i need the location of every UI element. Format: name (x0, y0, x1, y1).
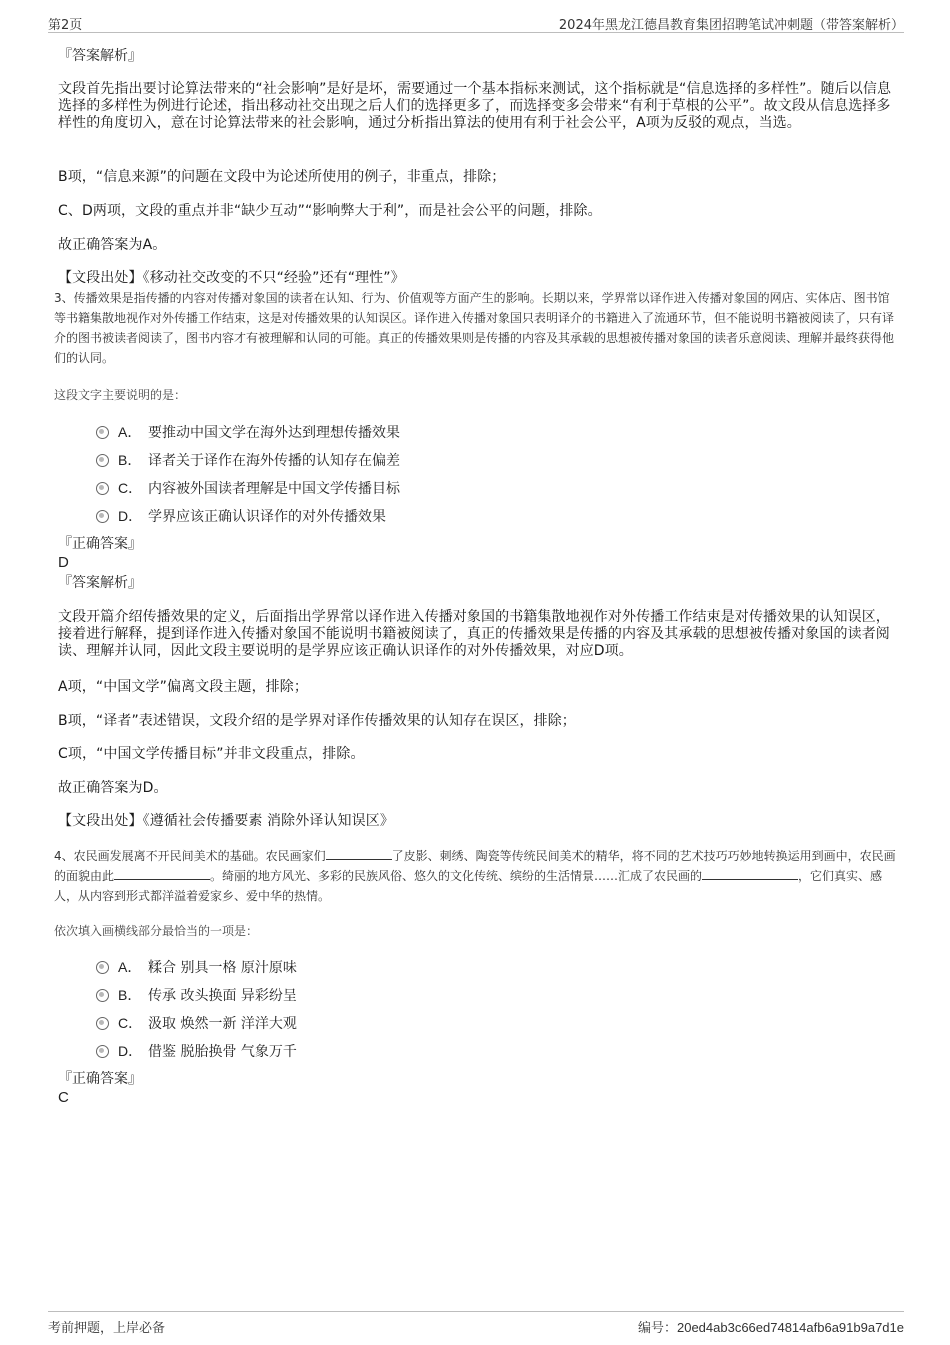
q4-answer: C (58, 1089, 69, 1106)
radio-icon[interactable] (96, 510, 109, 523)
q2-analysis-paragraph-4: 故正确答案为A。 (58, 237, 167, 253)
option-letter: C． (118, 1015, 143, 1031)
option-text: 借鉴 脱胎换骨 气象万千 (148, 1044, 297, 1060)
document-title: 2024年黑龙江德昌教育集团招聘笔试冲刺题（带答案解析） (558, 18, 904, 33)
option-text: 糅合 别具一格 原汁原味 (148, 960, 297, 976)
q4-text-part-1: 4、农民画发展离不开民间美术的基础。农民画家们 (54, 849, 326, 863)
q2-analysis-paragraph-3: C、D两项，文段的重点并非“缺少互动”“影响弊大于利”，而是社会公平的问题，排除。 (58, 203, 602, 219)
option-letter: B． (118, 452, 142, 468)
blank-line-3 (702, 867, 798, 880)
blank-line-2 (114, 867, 210, 880)
q3-analysis-label: 『答案解析』 (58, 575, 142, 591)
option-text: 汲取 焕然一新 洋洋大观 (148, 1016, 297, 1032)
radio-icon[interactable] (96, 989, 109, 1002)
option-letter: A． (118, 959, 142, 975)
q4-question-text (54, 846, 896, 906)
page-footer (48, 1311, 904, 1338)
q2-analysis-paragraph-1: 文段首先指出要讨论算法带来的“社会影响”是好是坏，需要通过一个基本指标来测试，这个指标就是“信息选择的多样性”。随后以信息选择的多样性为例进行论述，指出移动社交出现之后人们的选择更多了，而选择变多会带来“有利于草根的公平”。故文段从信息选择多样性的角度切入，意在讨论算法带来的社会影响，通过分析指出算法的使用有利于社会公平，A项为反驳的观点，当选。 (58, 81, 892, 131)
option-text: 要推动中国文学在海外达到理想传播效果 (148, 425, 400, 441)
q4-text-part-4: ，它们真实、感人，从内容到形式都洋溢着爱家乡、爱中华的热情。 (54, 869, 883, 903)
radio-icon[interactable] (96, 961, 109, 974)
option-letter: C． (118, 480, 143, 496)
option-text: 译者关于译作在海外传播的认知存在偏差 (148, 453, 400, 469)
option-text: 内容被外国读者理解是中国文学传播目标 (148, 481, 400, 497)
radio-icon[interactable] (96, 482, 109, 495)
blank-line-1 (326, 847, 392, 860)
page-number: 第2页 (48, 18, 83, 33)
q4-answer-label: 『正确答案』 (58, 1071, 142, 1087)
q3-analysis-paragraph-4: C项，“中国文学传播目标”并非文段重点，排除。 (58, 746, 365, 762)
document-id-value: 20ed4ab3c66ed74814afb6a91b9a7d1e (676, 1320, 904, 1335)
option-letter: D． (118, 508, 143, 524)
option-letter: B． (118, 987, 142, 1003)
q3-answer: D (58, 554, 69, 571)
q4-text-part-3: 。绮丽的地方风光、多彩的民族风俗、悠久的文化传统、缤纷的生活情景……汇成了农民画的 (210, 869, 703, 883)
q4-text-part-2: 了皮影、刺绣、陶瓷等传统民间美术的精华，将不同的艺术技巧巧妙地转换运用到画中，农民画的面貌由此 (54, 849, 896, 883)
option-text: 学界应该正确认识译作的对外传播效果 (148, 509, 386, 525)
radio-icon[interactable] (96, 1045, 109, 1058)
q3-analysis-paragraph-3: B项，“译者”表述错误，文段介绍的是学界对译作传播效果的认知存在误区，排除； (58, 713, 576, 729)
option-letter: D． (118, 1043, 143, 1059)
q2-source: 【文段出处】《移动社交改变的不只“经验”还有“理性”》 (58, 270, 405, 286)
option-letter: A． (118, 424, 142, 440)
q3-analysis-paragraph-2: A项，“中国文学”偏离文段主题，排除； (58, 679, 308, 695)
q3-source: 【文段出处】《遵循社会传播要素 消除外译认知误区》 (58, 813, 394, 829)
footer-slogan: 考前押题，上岸必备 (48, 1321, 166, 1336)
q3-answer-label: 『正确答案』 (58, 536, 142, 552)
radio-icon[interactable] (96, 454, 109, 467)
q4-prompt: 依次填入画横线部分最恰当的一项是： (54, 924, 259, 938)
option-text: 传承 改头换面 异彩纷呈 (148, 988, 297, 1004)
radio-icon[interactable] (96, 426, 109, 439)
q3-analysis-paragraph-5: 故正确答案为D。 (58, 780, 168, 796)
q3-analysis-paragraph-1: 文段开篇介绍传播效果的定义，后面指出学界常以译作进入传播对象国的书籍集散地视作对外传播工作结束是对传播效果的认知误区，接着进行解释，提到译作进入传播对象国不能说明书籍被阅读了，真正的传播效果是传播的内容及其承载的思想被传播对象国的读者阅读、理解并认同，因此文段主要说明的是学界应该正确认识译作的对外传播效果，对应D项。 (58, 609, 890, 659)
q2-analysis-paragraph-2: B项，“信息来源”的问题在文段中为论述所使用的例子，非重点，排除； (58, 169, 506, 185)
document-id (638, 1317, 904, 1336)
document-id-label: 编号： (637, 1321, 677, 1336)
q3-prompt: 这段文字主要说明的是： (54, 388, 187, 402)
q2-analysis-label: 『答案解析』 (58, 48, 142, 64)
q3-question-text: 3、传播效果是指传播的内容对传播对象国的读者在认知、行为、价值观等方面产生的影响。长期以来，学界常以译作进入传播对象国的网店、实体店、图书馆等书籍集散地视作对外传播工作结束，这是对传播效果的认知误区。译作进入传播对象国只表明译介的书籍进入了流通环节，但不能说明书籍被阅读了，只有译介的图书被读者阅读了，图书内容才有被理解和认同的可能。真正的传播效果则是传播的内容及其承载的思想被传播对象国的读者乐意阅读、理解并最终获得他们的认同。 (54, 291, 895, 365)
radio-icon[interactable] (96, 1017, 109, 1030)
